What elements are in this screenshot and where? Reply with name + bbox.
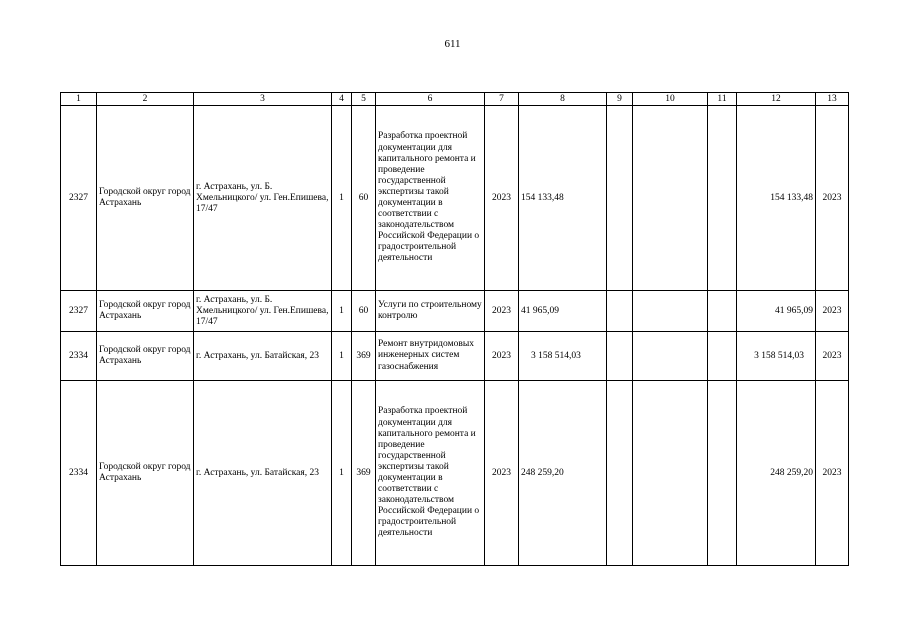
cell-col11 — [708, 332, 737, 381]
cell-work-type: Разработка проектной документации для капитального ремонта и проведение государственной экспертизы такой документации в соответствии с законодательством Российской Федерации о градостроительной деятельности — [376, 106, 485, 291]
cell-col9 — [607, 332, 633, 381]
cell-col4: 1 — [332, 381, 352, 566]
column-header: 8 — [519, 93, 607, 106]
cell-amount-total: 41 965,09 — [737, 291, 816, 332]
column-header: 7 — [485, 93, 519, 106]
cell-col5: 369 — [352, 332, 376, 381]
cell-amount-total: 248 259,20 — [737, 381, 816, 566]
cell-id: 2334 — [61, 381, 97, 566]
cell-work-type: Ремонт внутридомовых инженерных систем газоснабжения — [376, 332, 485, 381]
table-row — [61, 332, 849, 381]
cell-col4: 1 — [332, 332, 352, 381]
cell-work-type: Разработка проектной документации для капитального ремонта и проведение государственной экспертизы такой документации в соответствии с законодательством Российской Федерации о градостроительной деятельности — [376, 381, 485, 566]
cell-col11 — [708, 291, 737, 332]
column-header: 2 — [97, 93, 194, 106]
cell-amount: 3 158 514,03 — [519, 332, 607, 381]
cell-id: 2327 — [61, 106, 97, 291]
cell-year: 2023 — [485, 381, 519, 566]
column-header: 13 — [816, 93, 849, 106]
cell-col11 — [708, 381, 737, 566]
cell-municipality: Городской округ город Астрахань — [97, 291, 194, 332]
table-row — [61, 291, 849, 332]
cell-col10 — [633, 106, 708, 291]
cell-col11 — [708, 106, 737, 291]
table-row — [61, 106, 849, 291]
cell-col5: 60 — [352, 106, 376, 291]
cell-address: г. Астрахань, ул. Б. Хмельницкого/ ул. Ген.Епишева, 17/47 — [194, 106, 332, 291]
cell-address: г. Астрахань, ул. Батайская, 23 — [194, 381, 332, 566]
cell-address: г. Астрахань, ул. Батайская, 23 — [194, 332, 332, 381]
cell-end-year: 2023 — [816, 106, 849, 291]
cell-year: 2023 — [485, 332, 519, 381]
cell-col9 — [607, 381, 633, 566]
cell-amount: 154 133,48 — [519, 106, 607, 291]
cell-year: 2023 — [485, 106, 519, 291]
column-header: 9 — [607, 93, 633, 106]
cell-end-year: 2023 — [816, 291, 849, 332]
column-header: 6 — [376, 93, 485, 106]
cell-col10 — [633, 381, 708, 566]
column-header: 4 — [332, 93, 352, 106]
column-header: 3 — [194, 93, 332, 106]
column-header: 5 — [352, 93, 376, 106]
column-header: 10 — [633, 93, 708, 106]
cell-municipality: Городской округ город Астрахань — [97, 381, 194, 566]
cell-col5: 369 — [352, 381, 376, 566]
cell-id: 2327 — [61, 291, 97, 332]
registry-table — [60, 92, 849, 566]
page-number: 611 — [444, 38, 461, 50]
cell-col4: 1 — [332, 106, 352, 291]
cell-id: 2334 — [61, 332, 97, 381]
cell-year: 2023 — [485, 291, 519, 332]
column-header: 11 — [708, 93, 737, 106]
column-header: 1 — [61, 93, 97, 106]
cell-end-year: 2023 — [816, 332, 849, 381]
cell-col9 — [607, 106, 633, 291]
cell-col5: 60 — [352, 291, 376, 332]
header-row — [61, 93, 849, 106]
cell-end-year: 2023 — [816, 381, 849, 566]
cell-col9 — [607, 291, 633, 332]
cell-col10 — [633, 332, 708, 381]
cell-amount-total: 3 158 514,03 — [737, 332, 816, 381]
cell-amount-total: 154 133,48 — [737, 106, 816, 291]
cell-municipality: Городской округ город Астрахань — [97, 332, 194, 381]
cell-col4: 1 — [332, 291, 352, 332]
cell-address: г. Астрахань, ул. Б. Хмельницкого/ ул. Ген.Епишева, 17/47 — [194, 291, 332, 332]
cell-col10 — [633, 291, 708, 332]
cell-work-type: Услуги по строительному контролю — [376, 291, 485, 332]
column-header: 12 — [737, 93, 816, 106]
cell-amount: 41 965,09 — [519, 291, 607, 332]
cell-municipality: Городской округ город Астрахань — [97, 106, 194, 291]
table-row — [61, 381, 849, 566]
cell-amount: 248 259,20 — [519, 381, 607, 566]
